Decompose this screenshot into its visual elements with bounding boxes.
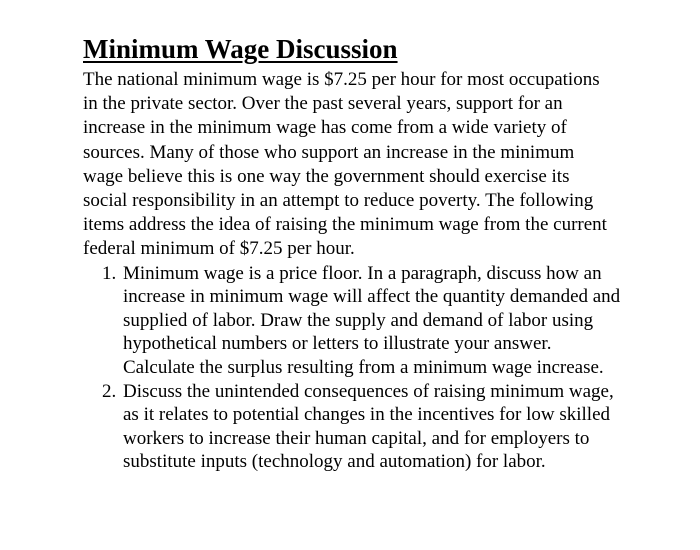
list-item-number: 2. [102,380,117,402]
list-item-text: Minimum wage is a price floor. In a paragraph, discuss how an increase in minimum wage will affect the quantity demanded and supplied of labor. Draw the supply and demand of labor using hypothetical numbers or letters to illustrate your answer. Calculate the surplus resulting from a minimum wage increase. [123,262,621,378]
document [83,30,643,474]
intro-paragraph: The national minimum wage is $7.25 per hour for most occupations in the private sector. Over the past several years, support for an increase in the minimum wage has come from a wide variety of sources. Many of those who support an increase in the minimum wage believe this is one way the government should exercise its social responsibility in an attempt to reduce poverty. The following items address the idea of raising the minimum wage from the current federal minimum of $7.25 per hour. [83,69,607,260]
list-item-text: Discuss the unintended consequences of raising minimum wage, as it relates to potential changes in the incentives for low skilled workers to increase their human capital, and for employers to substitute inputs (technology and automation) for labor. [123,380,614,473]
list-item [102,262,622,380]
list-item-number: 1. [102,262,117,284]
list-item [102,380,622,474]
question-list [102,262,622,474]
page-title: Minimum Wage Discussion [83,34,398,64]
